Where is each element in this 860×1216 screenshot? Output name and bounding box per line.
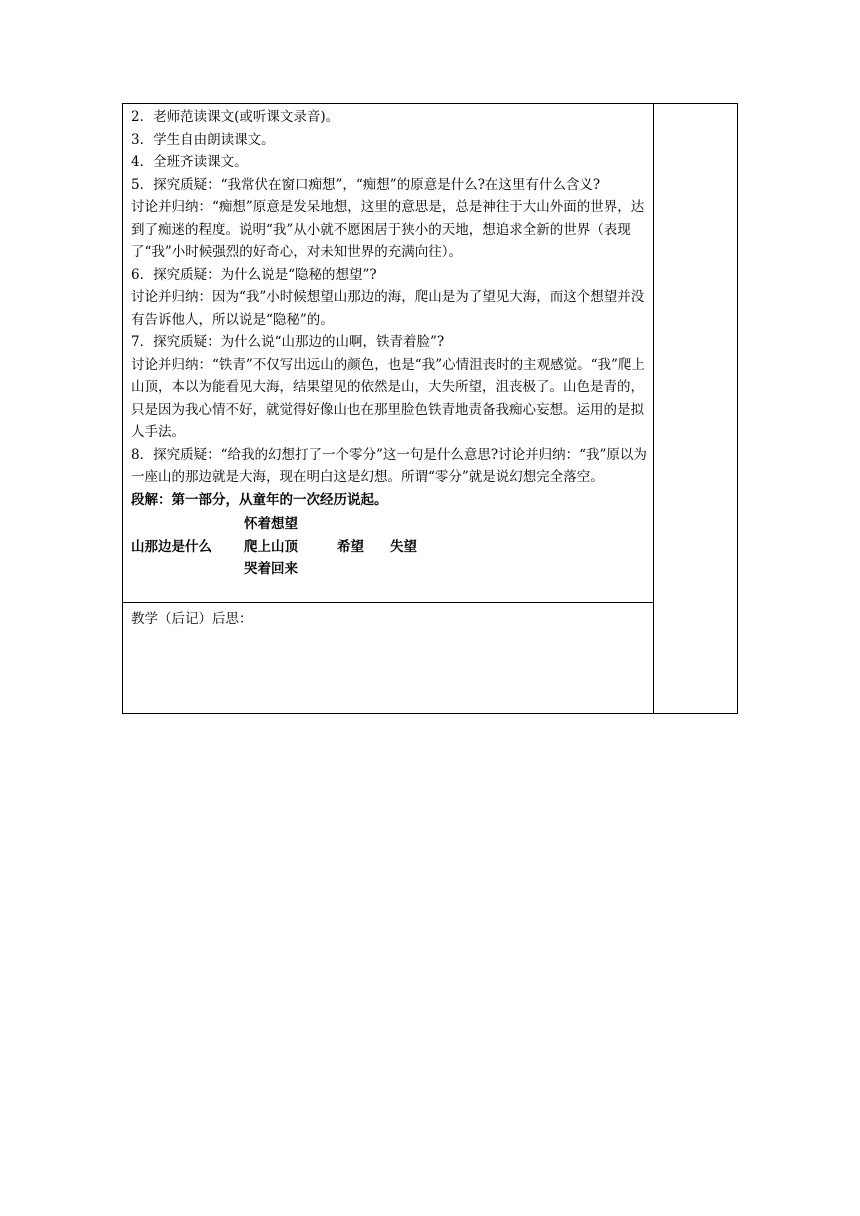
- diagram-middle-item: 爬上山顶: [244, 539, 298, 555]
- lesson-question-5: 5．探究质疑：“我常伏在窗口痴想”，“痴想”的原意是什么?在这里有什么含义?: [131, 176, 601, 193]
- lesson-line-4: 4．全班齐读课文。: [131, 154, 248, 170]
- lesson-question-8: 8．探究质疑：“给我的幻想打了一个零分”这一句是什么意思?讨论并归纳：“我”原以为一座山的那边就是大海，现在明白这是幻想。所谓“零分”就是说幻想完全落空。: [131, 446, 647, 485]
- teaching-reflection-cell: [131, 608, 649, 630]
- lesson-question-7: 7．探究质疑：为什么说“山那边的山啊，铁青着脸”?: [131, 334, 445, 350]
- row-divider: [123, 602, 653, 603]
- lesson-content-cell: [131, 106, 649, 579]
- lesson-question-6: 6．探究质疑：为什么说是“隐秘的想望”?: [131, 266, 377, 283]
- lesson-answer-5: 讨论并归纳：“痴想”原意是发呆地想，这里的意思是，总是神往于大山外面的世界，达到了痴迷的程度。说明“我”从小就不愿困居于狭小的天地，想追求全新的世界（表现了“我”小时候强烈的好奇心，对未知世界的充满向往）。: [131, 199, 645, 260]
- column-divider: [653, 104, 654, 713]
- lesson-answer-6: 讨论并归纳：因为“我”小时候想望山那边的海，爬山是为了望见大海，而这个想望并没有告诉他人，所以说是“隐秘”的。: [131, 289, 645, 328]
- reflection-label: 教学（后记）后思：: [131, 611, 253, 627]
- lesson-plan-table: [122, 103, 738, 714]
- structure-diagram: [131, 511, 649, 579]
- diagram-top-item: 怀着想望: [244, 516, 298, 532]
- diagram-disappointment: 失望: [390, 539, 417, 555]
- diagram-main-question: 山那边是什么: [131, 539, 212, 555]
- lesson-line-3: 3．学生自由朗读课文。: [131, 131, 275, 148]
- diagram-bottom-item: 哭着回来: [244, 561, 298, 577]
- diagram-hope: 希望: [337, 539, 364, 555]
- section-summary: 段解：第一部分，从童年的一次经历说起。: [131, 491, 388, 508]
- lesson-answer-7: 讨论并归纳：“铁青”不仅写出远山的颜色，也是“我”心情沮丧时的主观感觉。“我”爬上山顶，本以为能看见大海，结果望见的依然是山，大失所望，沮丧极了。山色是青的，只是因为我心情不好，就觉得好像山也在那里脸色铁青地责备我痴心妄想。运用的是拟人手法。: [131, 356, 645, 440]
- lesson-line-2: 2．老师范读课文(或听课文录音)。: [131, 109, 340, 125]
